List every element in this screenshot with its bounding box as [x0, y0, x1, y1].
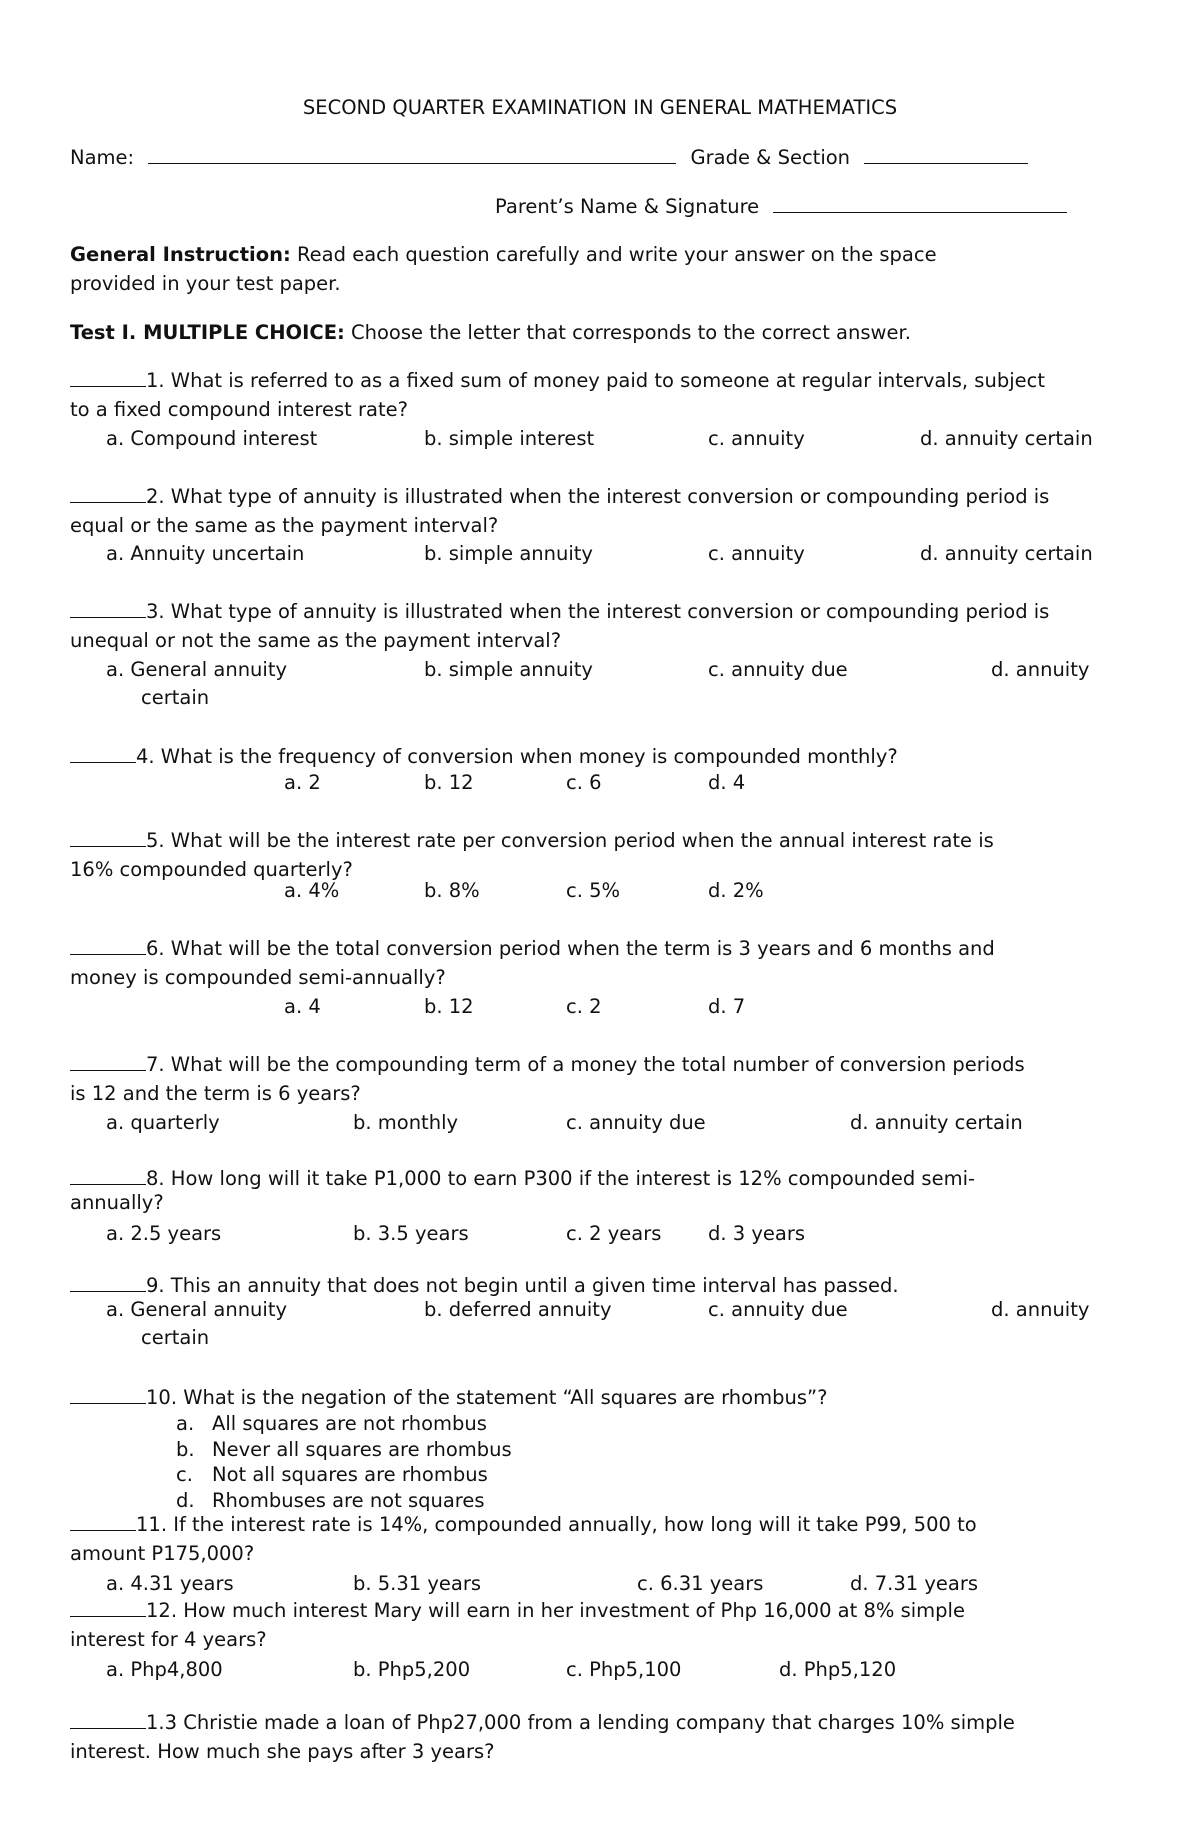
- question-3: [70, 597, 1130, 655]
- question-text-cont: unequal or not the same as the payment interval?: [70, 629, 562, 652]
- options-3: [70, 658, 1140, 684]
- answer-blank[interactable]: [70, 1598, 146, 1617]
- options-9: [70, 1298, 1140, 1324]
- option-a: a. 2.5 years: [106, 1222, 222, 1245]
- instruction-text-cont: provided in your test paper.: [70, 272, 341, 295]
- question-text-cont: is 12 and the term is 6 years?: [70, 1082, 361, 1105]
- option-a: a. General annuity: [106, 658, 288, 681]
- question-text: 1.3 Christie made a loan of Php27,000 from a lending company that charges 10% simple: [146, 1711, 1015, 1734]
- options-5: [70, 879, 1140, 905]
- question-text-cont: interest for 4 years?: [70, 1628, 267, 1651]
- options-10: [176, 1411, 512, 1513]
- option-d: d. 7.31 years: [850, 1572, 979, 1595]
- option-b: b. 12: [424, 771, 474, 794]
- option-b: b. 5.31 years: [353, 1572, 482, 1595]
- option-letter: b.: [176, 1437, 195, 1461]
- instruction-text: Read each question carefully and write your answer on the space: [290, 243, 937, 266]
- answer-blank[interactable]: [70, 828, 146, 847]
- answer-blank[interactable]: [70, 484, 146, 503]
- question-text-cont: 16% compounded quarterly?: [70, 858, 353, 881]
- option-b: b. simple annuity: [424, 542, 593, 565]
- question-text-cont: annually?: [70, 1191, 164, 1214]
- answer-blank[interactable]: [70, 1385, 146, 1404]
- option-b: b. simple annuity: [424, 658, 593, 681]
- option-b: b. 8%: [424, 879, 480, 902]
- parent-label: Parent’s Name & Signature: [495, 195, 760, 218]
- question-9: [70, 1271, 1130, 1300]
- answer-blank[interactable]: [70, 599, 146, 618]
- option-b: [176, 1437, 512, 1463]
- question-text: 6. What will be the total conversion period when the term is 3 years and 6 months and: [146, 937, 995, 960]
- option-c: c. 6: [566, 771, 602, 794]
- question-2: [70, 482, 1130, 540]
- option-b: b. monthly: [353, 1111, 459, 1134]
- option-text: All squares are not rhombus: [212, 1412, 487, 1435]
- general-instruction: [70, 243, 937, 266]
- option-d: d. 2%: [708, 879, 764, 902]
- question-1: [70, 366, 1130, 424]
- option-d: d. 4: [708, 771, 746, 794]
- option-c: c. annuity due: [708, 1298, 848, 1321]
- option-text: Never all squares are rhombus: [212, 1437, 512, 1461]
- question-8: [70, 1166, 1130, 1215]
- option-d: d. annuity: [991, 658, 1090, 681]
- option-d: d. 3 years: [708, 1222, 806, 1245]
- option-a: a. 4.31 years: [106, 1572, 234, 1595]
- question-text: 5. What will be the interest rate per conversion period when the annual interest rate is: [146, 829, 994, 852]
- options-4: [70, 771, 1140, 797]
- option-a: a. Php4,800: [106, 1658, 223, 1681]
- option-d: d. 7: [708, 995, 746, 1018]
- option-d: d. Php5,120: [779, 1658, 897, 1681]
- question-text: 2. What type of annuity is illustrated when the interest conversion or compounding period is: [146, 485, 1050, 508]
- question-text: 4. What is the frequency of conversion when money is compounded monthly?: [136, 745, 898, 768]
- question-text: 3. What type of annuity is illustrated when the interest conversion or compounding period is: [146, 600, 1050, 623]
- answer-blank[interactable]: [70, 744, 136, 763]
- option-a: a. Compound interest: [106, 427, 318, 450]
- parent-signature-field[interactable]: [773, 194, 1067, 213]
- answer-blank[interactable]: [70, 936, 146, 955]
- option-letter: c.: [176, 1463, 193, 1486]
- option-b: b. deferred annuity: [424, 1298, 612, 1321]
- test-label: Test I. MULTIPLE CHOICE:: [70, 321, 345, 344]
- option-a: a. 2: [284, 771, 321, 794]
- option-a-cont: certain: [141, 686, 210, 709]
- question-text: 9. This an annuity that does not begin until a given time interval has passed.: [146, 1274, 899, 1297]
- option-text: Rhombuses are not squares: [212, 1488, 485, 1512]
- question-text: 10. What is the negation of the statement “All squares are rhombus”?: [146, 1386, 828, 1409]
- options-6: [70, 995, 1140, 1021]
- exam-title: SECOND QUARTER EXAMINATION IN GENERAL MATHEMATICS: [302, 96, 898, 119]
- option-text: Not all squares are rhombus: [212, 1463, 488, 1486]
- option-a: a. 4: [284, 995, 321, 1018]
- option-c: c. annuity: [708, 427, 805, 450]
- question-text-cont: money is compounded semi-annually?: [70, 966, 446, 989]
- question-6: [70, 934, 1130, 992]
- options-1: [70, 427, 1140, 453]
- option-letter: d.: [176, 1488, 195, 1512]
- options-12: [70, 1658, 1140, 1684]
- option-c: c. annuity due: [708, 658, 848, 681]
- question-text-cont: to a fixed compound interest rate?: [70, 398, 408, 421]
- question-13: [70, 1708, 1130, 1766]
- option-a: a. General annuity: [106, 1298, 288, 1321]
- test-text: Choose the letter that corresponds to the correct answer.: [344, 321, 911, 344]
- question-text: 12. How much interest Mary will earn in her investment of Php 16,000 at 8% simple: [146, 1599, 965, 1622]
- option-a: [176, 1411, 512, 1437]
- options-11: [70, 1572, 1140, 1598]
- option-c: c. annuity: [708, 542, 805, 565]
- options-8: [70, 1222, 1140, 1248]
- question-text: 11. If the interest rate is 14%, compounded annually, how long will it take P99, 500 to: [136, 1513, 977, 1536]
- option-b: b. Php5,200: [353, 1658, 471, 1681]
- option-d: d. annuity: [991, 1298, 1090, 1321]
- option-c: c. 2 years: [566, 1222, 662, 1245]
- option-c: [176, 1462, 512, 1488]
- question-text: 7. What will be the compounding term of a money the total number of conversion periods: [146, 1053, 1025, 1076]
- options-7: [70, 1111, 1140, 1137]
- question-text: 1. What is referred to as a fixed sum of money paid to someone at regular intervals, subject: [146, 369, 1045, 392]
- question-text-cont: interest. How much she pays after 3 years?: [70, 1740, 495, 1763]
- grade-section-label: Grade & Section: [690, 146, 851, 169]
- option-a: a. 4%: [284, 879, 340, 902]
- question-10: [70, 1383, 1130, 1412]
- option-b: b. 12: [424, 995, 474, 1018]
- answer-blank[interactable]: [70, 1166, 146, 1185]
- option-c: c. 5%: [566, 879, 621, 902]
- option-b: b. 3.5 years: [353, 1222, 469, 1245]
- question-11: [70, 1510, 1130, 1568]
- option-c: c. Php5,100: [566, 1658, 682, 1681]
- answer-blank[interactable]: [70, 1512, 136, 1531]
- answer-blank[interactable]: [70, 368, 146, 387]
- name-row: [70, 145, 1028, 169]
- option-c: c. 6.31 years: [637, 1572, 764, 1595]
- parent-row: [495, 194, 1067, 218]
- question-text-cont: equal or the same as the payment interval?: [70, 514, 499, 537]
- option-b: b. simple interest: [424, 427, 595, 450]
- question-text-cont: amount P175,000?: [70, 1542, 255, 1565]
- option-a: a. quarterly: [106, 1111, 220, 1134]
- option-d: d. annuity certain: [920, 427, 1093, 450]
- name-label: Name:: [70, 146, 135, 169]
- question-7: [70, 1050, 1130, 1108]
- question-4: [70, 742, 1130, 771]
- option-c: c. 2: [566, 995, 602, 1018]
- option-d: d. annuity certain: [850, 1111, 1023, 1134]
- question-text: 8. How long will it take P1,000 to earn P300 if the interest is 12% compounded semi-: [146, 1167, 976, 1190]
- option-c: c. annuity due: [566, 1111, 706, 1134]
- instruction-label: General Instruction:: [70, 243, 291, 266]
- option-a: a. Annuity uncertain: [106, 542, 305, 565]
- question-5: [70, 826, 1130, 884]
- answer-blank[interactable]: [70, 1052, 146, 1071]
- test-heading: [70, 321, 911, 344]
- question-12: [70, 1596, 1130, 1654]
- option-letter: a.: [176, 1412, 195, 1435]
- grade-section-field[interactable]: [864, 145, 1028, 164]
- answer-blank[interactable]: [70, 1273, 146, 1292]
- options-2: [70, 542, 1140, 568]
- option-a-cont: certain: [141, 1326, 210, 1349]
- option-d: d. annuity certain: [920, 542, 1093, 565]
- name-field[interactable]: [148, 145, 676, 164]
- answer-blank[interactable]: [70, 1710, 146, 1729]
